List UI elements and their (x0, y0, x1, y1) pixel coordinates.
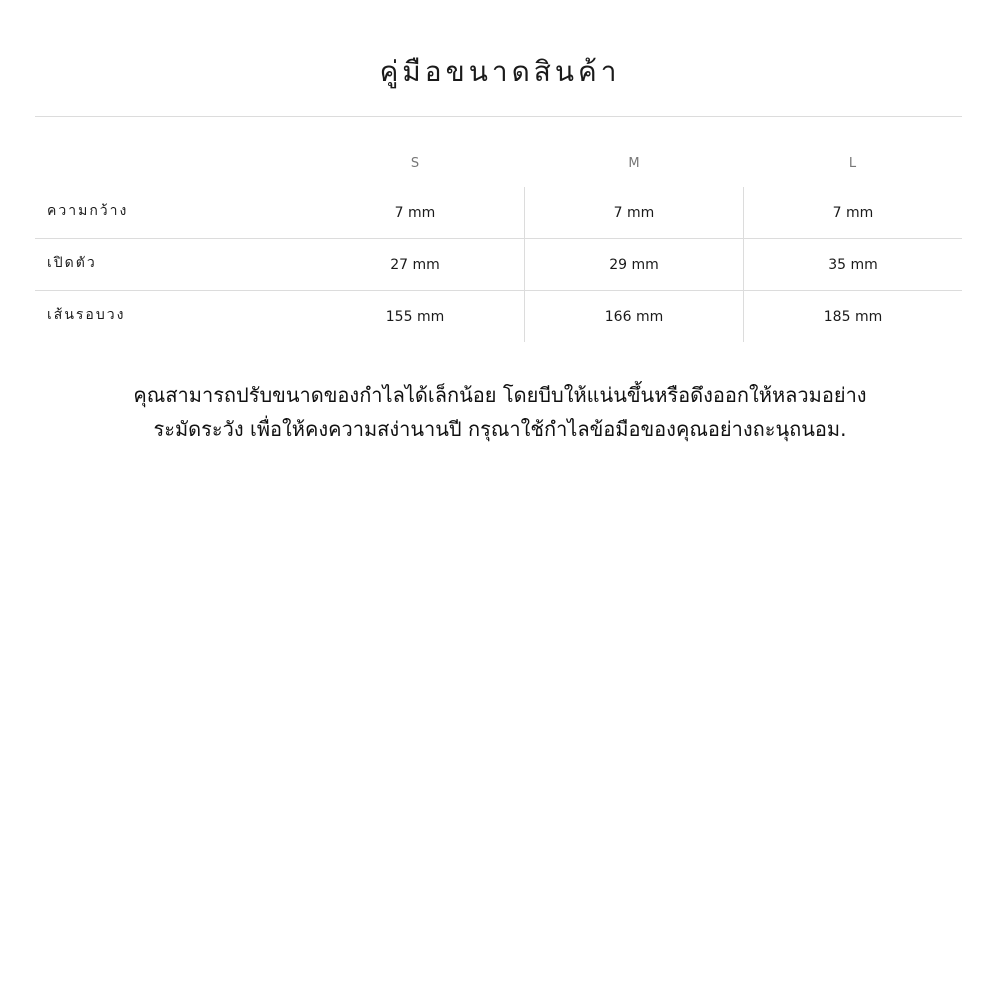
column-header-m: M (628, 156, 641, 171)
page-title: คู่มือขนาดสินค้า (379, 55, 621, 88)
title-divider (35, 116, 962, 117)
note-line-1: คุณสามารถปรับขนาดของกำไลได้เล็กน้อย โดยบีบให้แน่นขึ้นหรือดึงออกให้หลวมอย่าง (133, 383, 867, 407)
cell-circumference-s: 155 mm (306, 291, 525, 342)
row-label-opening: เปิดตัว (47, 254, 97, 271)
size-guide-table (35, 140, 962, 342)
note-line-2: ระมัดระวัง เพื่อให้คงความสง่านานปี กรุณาใช้กำไลข้อมือของคุณอย่างถะนุถนอม. (153, 417, 847, 441)
column-header-l: L (848, 156, 858, 171)
cell-circumference-l: 185 mm (823, 308, 883, 325)
cell-circumference-m: 166 mm (525, 291, 744, 342)
row-label-circumference: เส้นรอบวง (47, 306, 126, 323)
adjustment-note (60, 378, 940, 446)
cell-opening-l: 35 mm (828, 256, 878, 273)
cell-opening-s: 27 mm (306, 239, 525, 290)
table-row-circumference (35, 291, 962, 342)
column-header-s: S (410, 156, 421, 171)
row-label-width: ความกว้าง (47, 202, 129, 219)
table-row-opening (35, 239, 962, 291)
cell-width-m: 7 mm (525, 187, 744, 238)
cell-opening-m: 29 mm (525, 239, 744, 290)
table-header-row (35, 140, 962, 187)
cell-width-l: 7 mm (832, 204, 874, 221)
cell-width-s: 7 mm (306, 187, 525, 238)
table-row-width (35, 187, 962, 239)
